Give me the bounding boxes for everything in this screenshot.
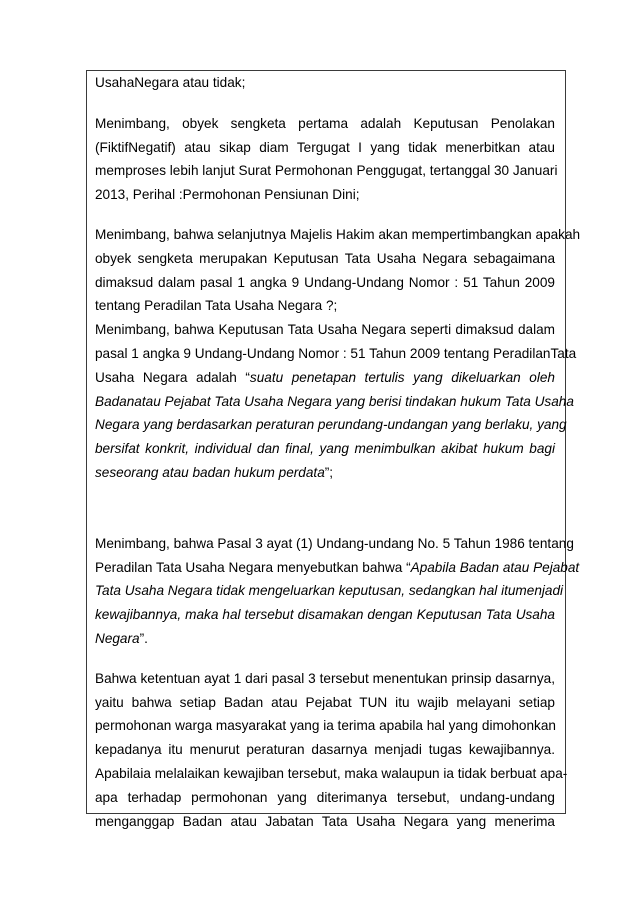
text-line: (FiktifNegatif) atau sikap diam Tergugat I yang tidak menerbitkan atau [95, 139, 555, 155]
text-line [95, 627, 555, 651]
quoted-text: Negara [95, 630, 140, 646]
text-run: ”; [324, 464, 334, 480]
text-line [95, 556, 580, 580]
text-run: ”. [139, 630, 148, 646]
text-line: apa terhadap permohonan yang diterimanya tersebut, undang-undang [95, 789, 555, 805]
paragraph-pertimbangan [95, 223, 581, 318]
paragraph-obyek-sengketa [95, 112, 558, 207]
text-line: Menimbang, bahwa Pasal 3 ayat (1) Undang-undang No. 5 Tahun 1986 tentang [95, 535, 574, 551]
text-line: obyek sengketa merupakan Keputusan Tata Usaha Negara sebagaimana [95, 250, 555, 266]
text-line: UsahaNegara atau tidak; [95, 75, 246, 90]
quoted-text: Apabila Badan atau Pejabat [410, 559, 580, 575]
text-line: Apabilaia melalaikan kewajiban tersebut, maka walaupun ia tidak berbuat apa- [95, 765, 568, 781]
quoted-line: Tata Usaha Negara tidak mengeluarkan keputusan, sedangkan hal itumenjadi [95, 583, 564, 599]
quoted-line: Negara yang berdasarkan peraturan perundang-undangan yang berlaku, yang [95, 417, 567, 433]
text-line: Menimbang, bahwa selanjutnya Majelis Hakim akan mempertimbangkan apakah [95, 226, 581, 242]
text-line: kepadanya itu menurut peraturan dasarnya menjadi tugas kewajibannya. [95, 742, 555, 758]
text-run: Usaha Negara adalah “ [95, 369, 250, 385]
text-line: Menimbang, bahwa Keputusan Tata Usaha Negara seperti dimaksud dalam [95, 322, 555, 338]
text-line: tentang Peradilan Tata Usaha Negara ?; [95, 298, 338, 314]
text-line [95, 366, 555, 390]
quoted-line: kewajibannya, maka hal tersebut disamakan dengan Keputusan Tata Usaha [95, 607, 555, 623]
text-line [95, 461, 555, 485]
quoted-line: Badanatau Pejabat Tata Usaha Negara yang berisi tindakan hukum Tata Usaha [95, 393, 574, 409]
paragraph-ketentuan-ayat-1 [95, 667, 568, 834]
paragraph-pasal-3 [95, 532, 580, 651]
quoted-text: seseorang atau badan hukum perdata [95, 464, 325, 480]
text-line: Bahwa ketentuan ayat 1 dari pasal 3 tersebut menentukan prinsip dasarnya, [95, 670, 555, 686]
text-line: yaitu bahwa setiap Badan atau Pejabat TUN itu wajib melayani setiap [95, 694, 555, 710]
document-body [95, 71, 581, 833]
text-line: permohonan warga masyarakat yang ia terima apabila hal yang dimohonkan [95, 718, 556, 734]
text-line: pasal 1 angka 9 Undang-Undang Nomor : 51 Tahun 2009 tentang PeradilanTata [95, 345, 577, 361]
text-line: menganggap Badan atau Jabatan Tata Usaha Negara yang menerima [95, 813, 555, 829]
text-line: dimaksud dalam pasal 1 angka 9 Undang-Undang Nomor : 51 Tahun 2009 [95, 274, 555, 290]
text-line: Menimbang, obyek sengketa pertama adalah Keputusan Penolakan [95, 115, 555, 131]
text-line: 2013, Perihal :Permohonan Pensiunan Dini; [95, 187, 360, 203]
quoted-text: suatu penetapan tertulis yang dikeluarkan oleh [249, 369, 555, 385]
text-line: memproses lebih lanjut Surat Permohonan Penggugat, tertanggal 30 Januari [95, 163, 558, 179]
paragraph-definisi-ktun [95, 318, 577, 485]
document-frame [86, 70, 581, 829]
quoted-line: bersifat konkrit, individual dan final, yang menimbulkan akibat hukum bagi [95, 441, 555, 457]
text-run: Peradilan Tata Usaha Negara menyebutkan bahwa “ [95, 559, 411, 575]
